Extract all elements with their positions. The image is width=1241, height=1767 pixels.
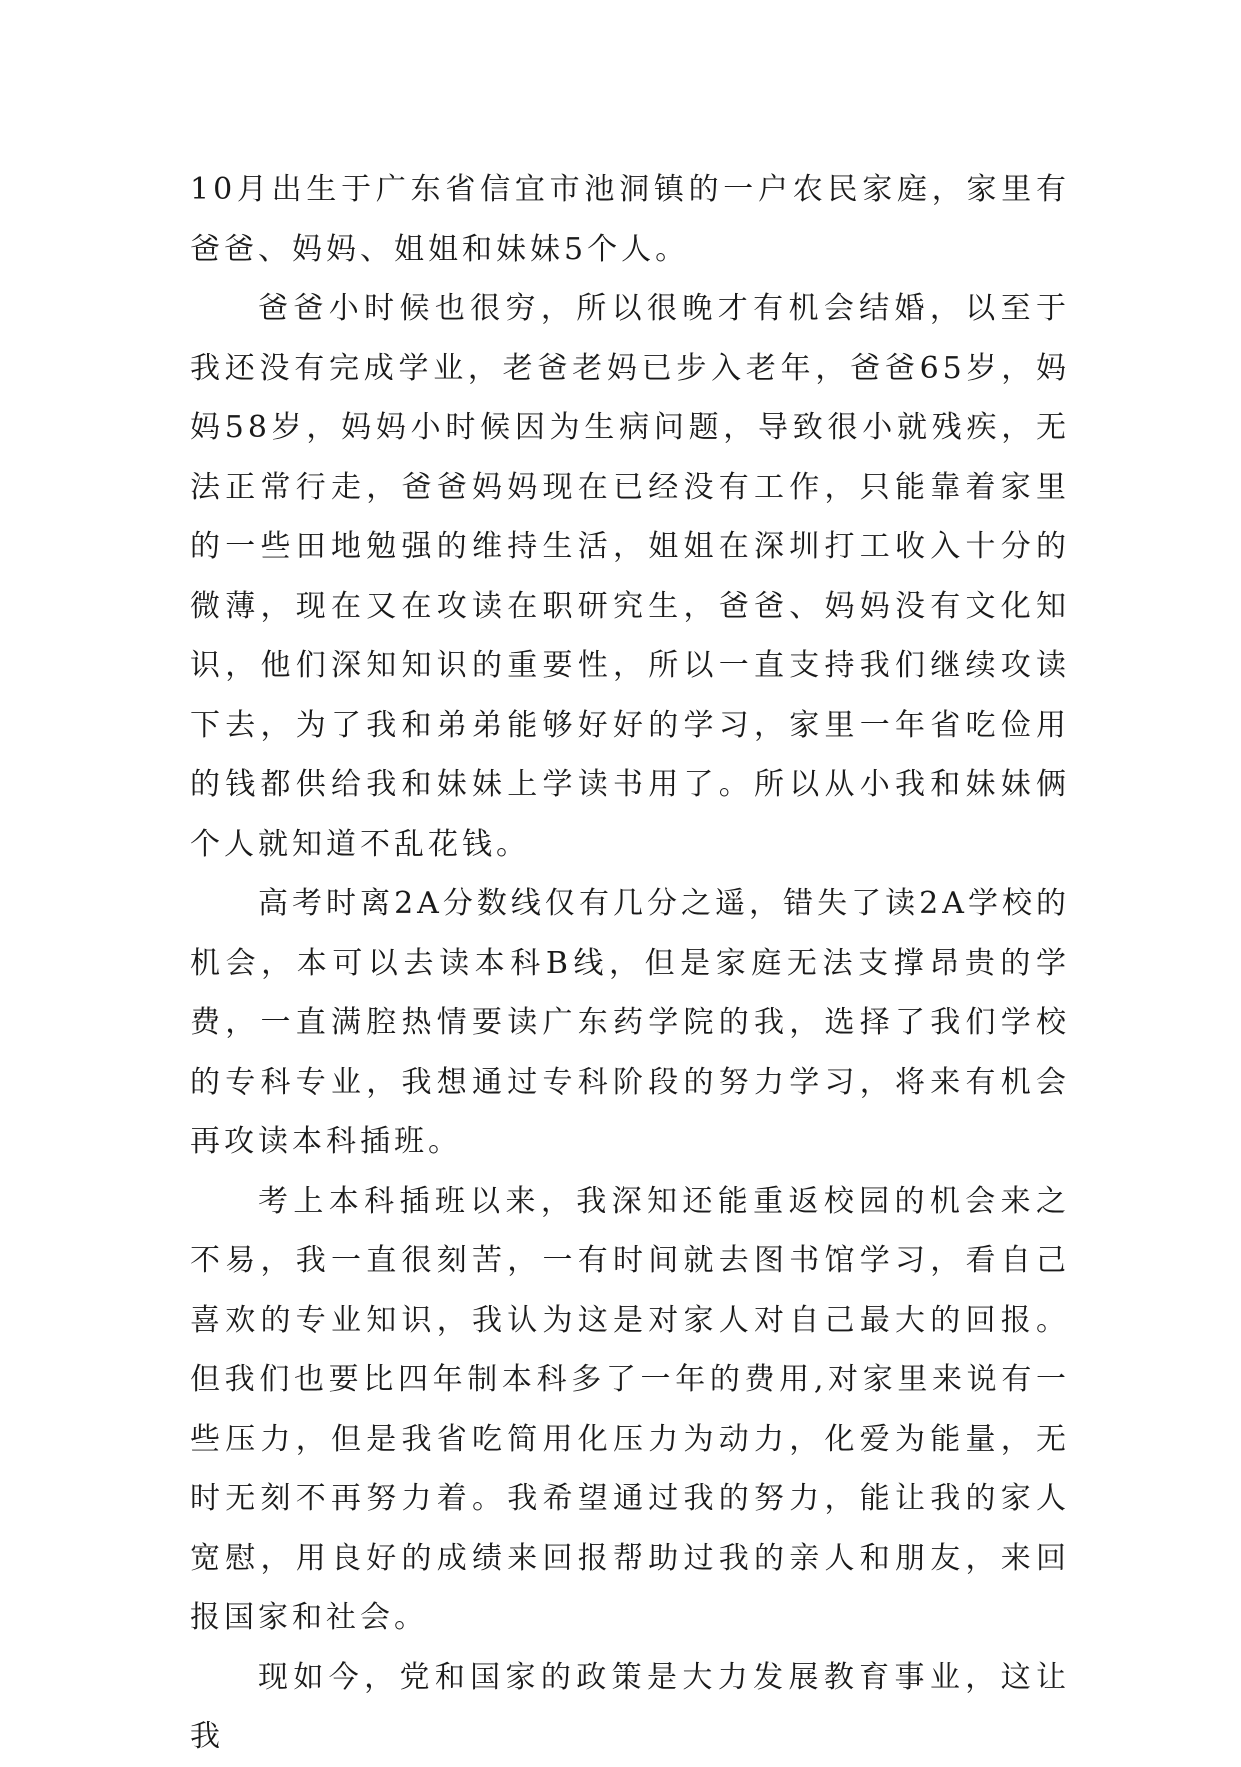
paragraph-college-entrance-exam: 高考时离2A分数线仅有几分之遥，错失了读2A学校的机会，本可以去读本科B线，但是家庭无法支撑昂贵的学费，一直满腔热情要读广东药学院的我，选择了我们学校的专科专业，我想通过专科阶段的努力学习，将来有机会再攻读本科插班。 xyxy=(190,886,1070,1159)
paragraph-transfer-study: 考上本科插班以来，我深知还能重返校园的机会来之不易，我一直很刻苦，一有时间就去图书馆学习，看自己喜欢的专业知识，我认为这是对家人对自己最大的回报。但我们也要比四年制本科多了一年的费用,对家里来说有一些压力，但是我省吃简用化压力为动力，化爱为能量，无时无刻不再努力着。我希望通过我的努力，能让我的家人宽慰，用良好的成绩来回报帮助过我的亲人和朋友，来回报国家和社会。 xyxy=(190,1183,1070,1635)
document-body xyxy=(190,160,1070,1767)
paragraph-parents-situation: 爸爸小时候也很穷，所以很晚才有机会结婚，以至于我还没有完成学业，老爸老妈已步入老年，爸爸65岁，妈妈58岁，妈妈小时候因为生病问题，导致很小就残疾，无法正常行走，爸爸妈妈现在已经没有工作，只能靠着家里的一些田地勉强的维持生活，姐姐在深圳打工收入十分的微薄，现在又在攻读在职研究生，爸爸、妈妈没有文化知识，他们深知知识的重要性，所以一直支持我们继续攻读下去，为了我和弟弟能够好好的学习，家里一年省吃俭用的钱都供给我和妹妹上学读书用了。所以从小我和妹妹俩个人就知道不乱花钱。 xyxy=(190,291,1070,862)
paragraph-national-policy: 现如今，党和国家的政策是大力发展教育事业，这让我 xyxy=(190,1659,1070,1754)
paragraph-family-intro: 10月出生于广东省信宜市池洞镇的一户农民家庭，家里有爸爸、妈妈、姐姐和妹妹5个人。 xyxy=(190,172,1070,267)
